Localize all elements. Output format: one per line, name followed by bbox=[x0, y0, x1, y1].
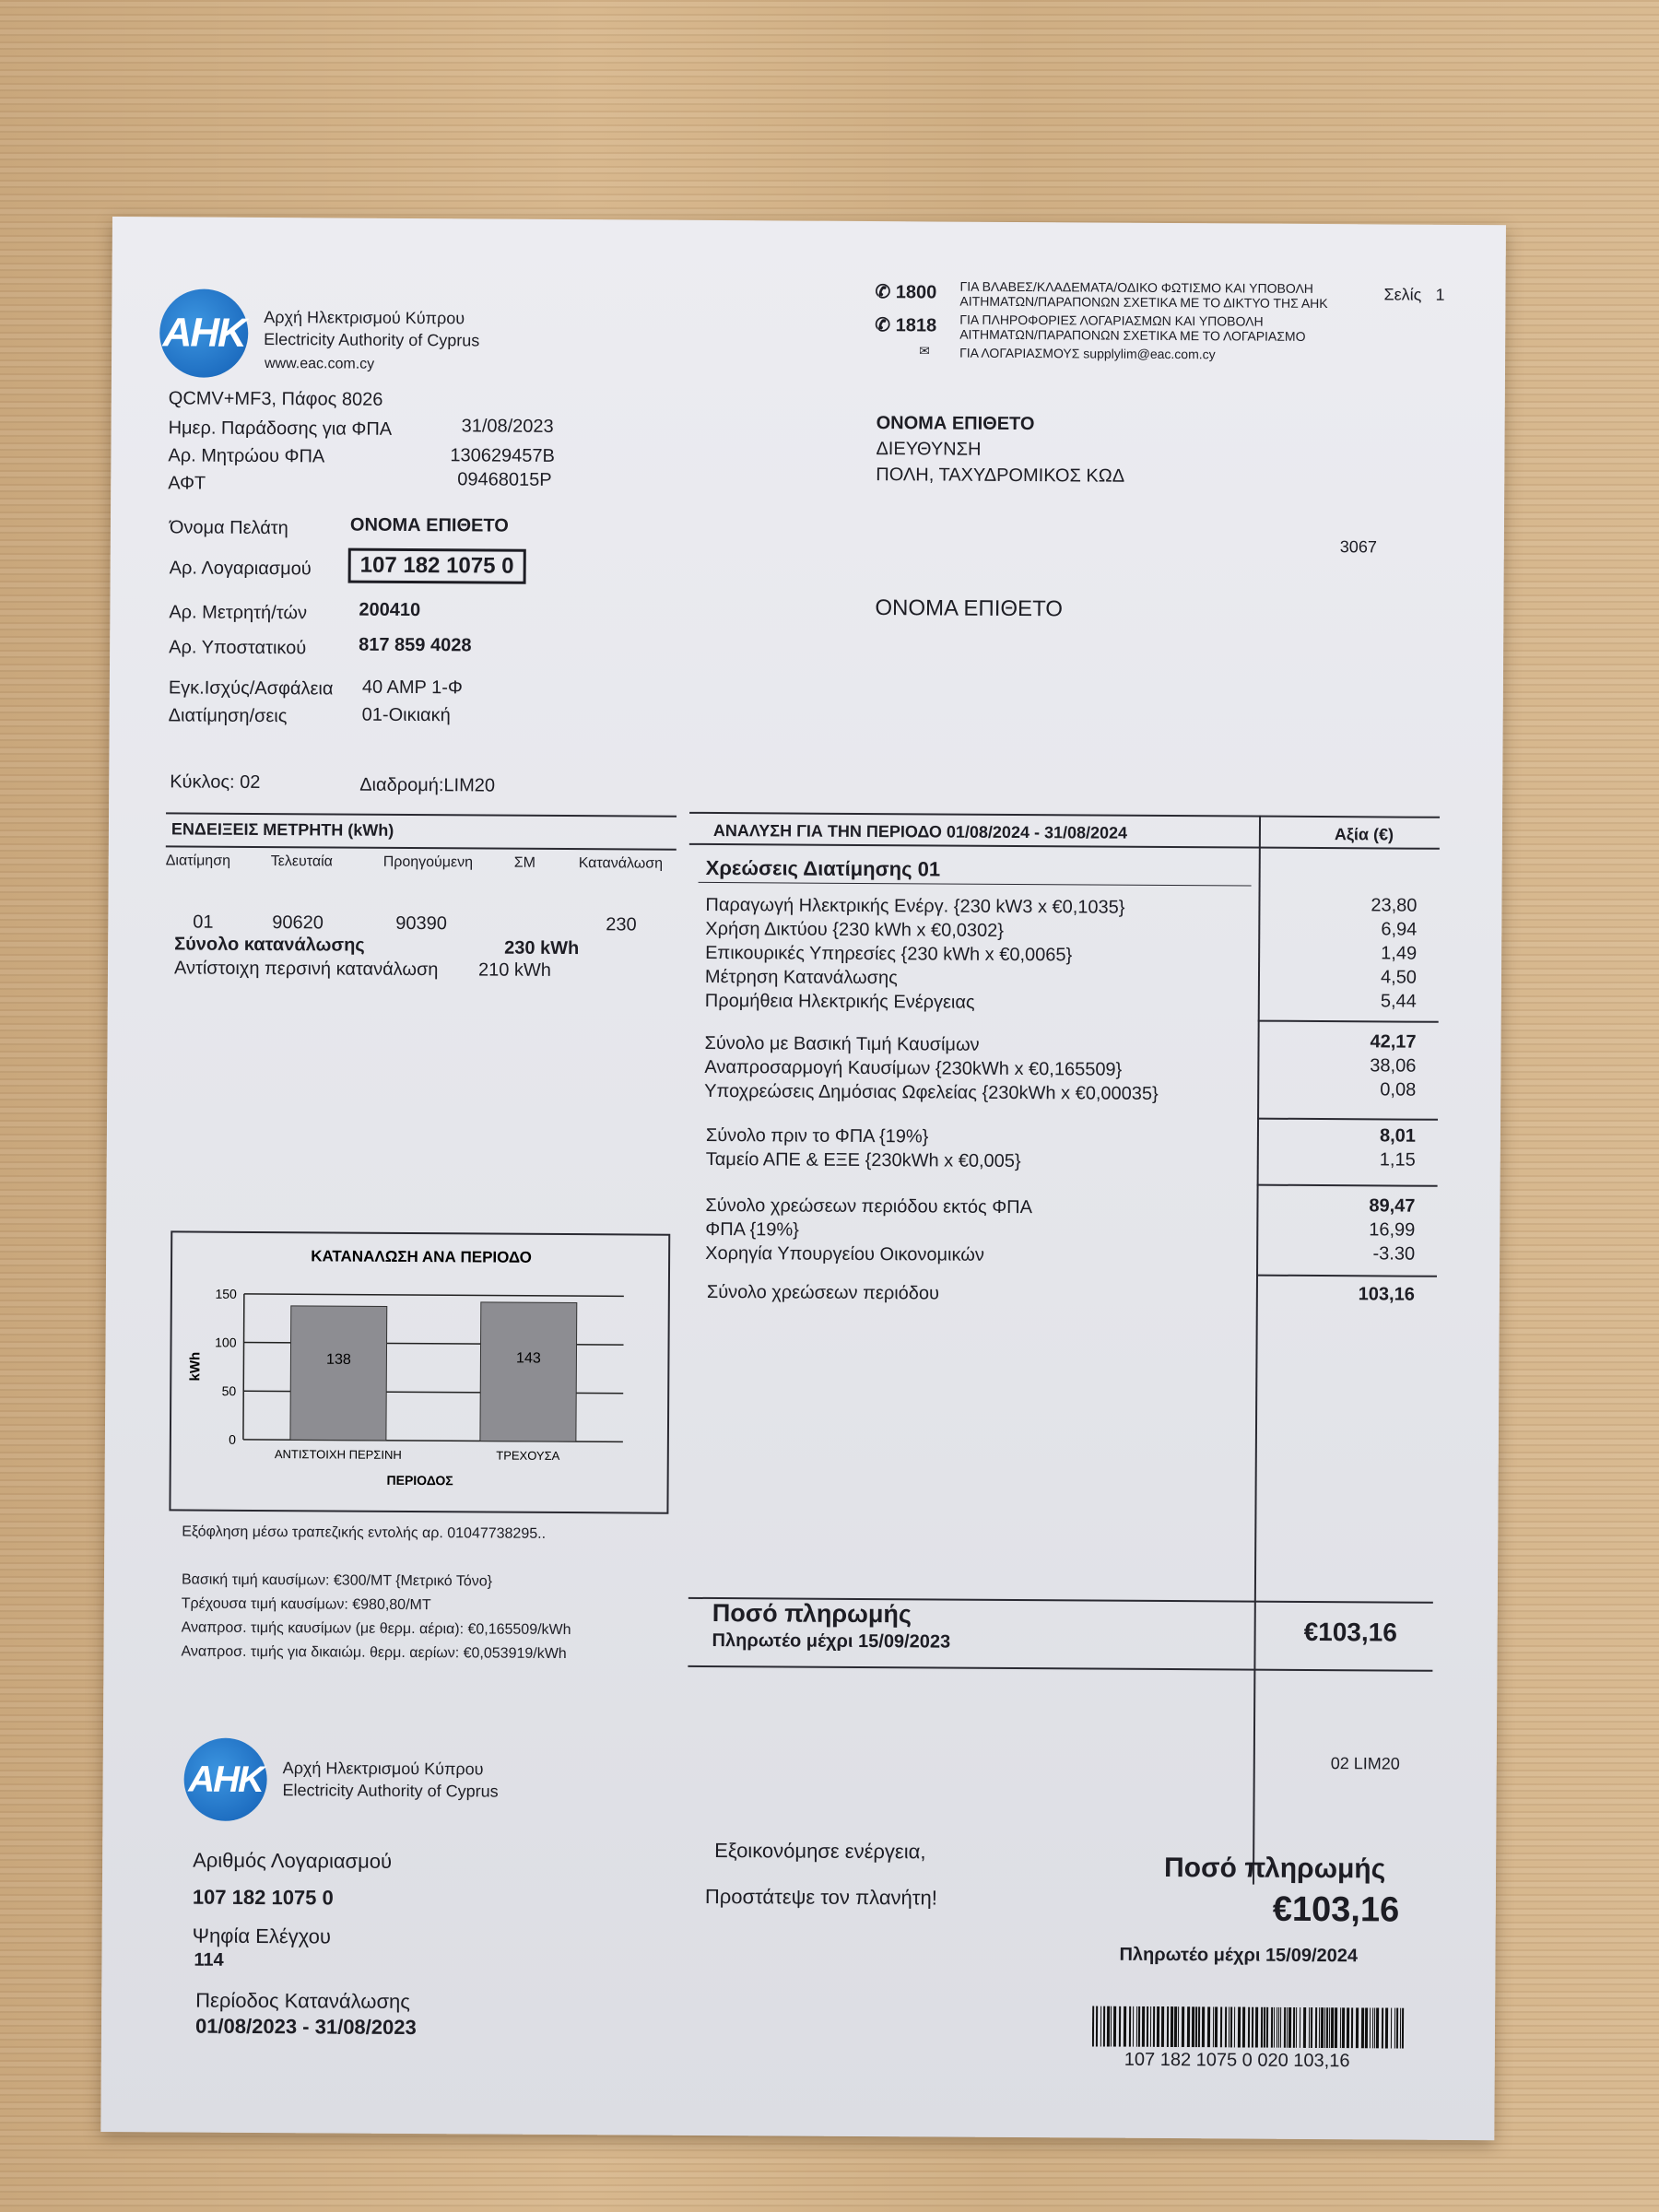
charge-row-value: 42,17 bbox=[1370, 1031, 1417, 1053]
barcode-bar bbox=[1171, 2006, 1173, 2047]
barcode-bar bbox=[1331, 2007, 1334, 2048]
subtotal-line bbox=[1257, 1118, 1438, 1121]
meter-header-tariff: Διατίμηση bbox=[165, 853, 231, 869]
page-label: Σελίς bbox=[1383, 285, 1422, 304]
barcode-bar bbox=[1174, 2006, 1177, 2047]
contact-1818-text-1: ΓΙΑ ΠΛΗΡΟΦΟΡΙΕΣ ΛΟΓΑΡΙΑΣΜΩΝ ΚΑΙ ΥΠΟΒΟΛΗ bbox=[959, 312, 1264, 329]
previous-year-value: 210 kWh bbox=[477, 959, 552, 981]
slip-company-name-en: Electricity Authority of Cyprus bbox=[282, 1781, 499, 1801]
slip-company-name-gr: Αρχή Ηλεκτρισμού Κύπρου bbox=[282, 1759, 484, 1779]
contact-1800-text-2: ΑΙΤΗΜΑΤΩΝ/ΠΑΡΑΠΟΝΩΝ ΣΧΕΤΙΚΑ ΜΕ ΤΟ ΔΙΚΤΥΟ ΤΗΣ ΑΗΚ bbox=[959, 293, 1328, 312]
payment-amount-value: €103,16 bbox=[1303, 1617, 1397, 1647]
logo-text: ΑΗΚ bbox=[162, 310, 246, 356]
charge-row-label: Αναπροσαρμογή Καυσίμων {230kWh x €0,165509} bbox=[704, 1056, 1123, 1080]
barcode-bar bbox=[1198, 2006, 1200, 2047]
barcode-bar bbox=[1124, 2006, 1126, 2047]
slip-due-date: Πληρωτέο μέχρι 15/09/2024 bbox=[1119, 1944, 1359, 1967]
chart-y-axis-label: kWh bbox=[187, 1351, 204, 1382]
chart-x-axis-label: ΠΕΡΙΟΔΟΣ bbox=[386, 1472, 453, 1488]
barcode-bar bbox=[1092, 2006, 1094, 2047]
previous-year-label: Αντίστοιχη περσινή κατανάλωση bbox=[173, 958, 439, 981]
barcode-bar bbox=[1280, 2007, 1281, 2048]
charge-row-label: Χρήση Δικτύου {230 kWh x €0,0302} bbox=[705, 918, 1005, 941]
charge-row-value: 5,44 bbox=[1380, 991, 1417, 1012]
barcode-bar bbox=[1225, 2006, 1227, 2047]
chart-x-tick-label: ΑΝΤΙΣΤΟΙΧΗ ΠΕΡΣΙΝΗ bbox=[274, 1447, 402, 1462]
substation-label: Αρ. Υποστατικού bbox=[169, 637, 307, 659]
tin-label: ΑΦΤ bbox=[168, 473, 206, 494]
customer-name: ΟΝΟΜΑ ΕΠΙΘΕΤΟ bbox=[349, 514, 509, 536]
barcode-bar bbox=[1215, 2006, 1218, 2047]
barcode-bar bbox=[1153, 2006, 1155, 2047]
meter-top-line bbox=[166, 812, 677, 817]
substation-number: 817 859 4028 bbox=[359, 634, 472, 656]
charge-row-label: Υποχρεώσεις Δημόσιας Ωφελείας {230kWh x €0,00035} bbox=[704, 1080, 1159, 1104]
barcode-bar bbox=[1288, 2007, 1291, 2048]
charge-row-label: Παραγωγή Ηλεκτρικής Ενέργ. {230 kW3 x €0,1035} bbox=[705, 894, 1125, 918]
charge-row-label: Ταμείο ΑΠΕ & ΕΞΕ {230kWh x €0,005} bbox=[705, 1148, 1021, 1172]
recipient-code: 3067 bbox=[1339, 537, 1377, 557]
barcode-bar bbox=[1311, 2007, 1312, 2048]
barcode-bar bbox=[1238, 2006, 1241, 2047]
slogan-line-2: Προστάτεψε τον πλανήτη! bbox=[704, 1884, 937, 1910]
charge-row-label: Σύνολο χρεώσεων περιόδου εκτός ΦΠΑ bbox=[705, 1194, 1033, 1218]
charge-row-value: 38,06 bbox=[1370, 1055, 1417, 1077]
payment-bottom-line bbox=[688, 1665, 1432, 1672]
vat-date-value: 31/08/2023 bbox=[461, 416, 554, 437]
barcode-bar bbox=[1150, 2006, 1151, 2047]
analysis-title: ΑΝΑΛΥΣΗ ΓΙΑ ΤΗΝ ΠΕΡΙΟΔΟ 01/08/2024 - 31/08/2024 bbox=[712, 820, 1128, 842]
recipient-city: ΠΟΛΗ, ΤΑΧΥΔΡΟΜΙΚΟΣ ΚΩΔ bbox=[876, 465, 1125, 487]
meter-number: 200410 bbox=[359, 599, 421, 621]
meter-row-tariff: 01 bbox=[193, 912, 214, 933]
route: Διαδρομή:LIM20 bbox=[359, 774, 496, 796]
barcode-bar bbox=[1319, 2007, 1320, 2048]
barcode-bar bbox=[1396, 2008, 1398, 2049]
barcode-bar bbox=[1234, 2006, 1235, 2047]
charge-row-value: 1,15 bbox=[1379, 1149, 1416, 1171]
barcode-bar bbox=[1192, 2006, 1194, 2047]
period-total-label: Σύνολο χρεώσεων περιόδου bbox=[706, 1281, 940, 1304]
envelope-icon: ✉ bbox=[919, 343, 930, 359]
fuel-note-1: Βασική τιμή καυσίμων: €300/ΜΤ {Μετρικό Τόνο} bbox=[181, 1571, 493, 1590]
barcode-bar bbox=[1324, 2007, 1325, 2048]
tariff-label: Διατίμηση/σεις bbox=[168, 705, 288, 727]
consumption-chart-svg bbox=[171, 1232, 668, 1512]
charge-row-value: 16,99 bbox=[1369, 1219, 1416, 1241]
barcode-bar bbox=[1335, 2007, 1337, 2048]
barcode-bar bbox=[1385, 2007, 1388, 2048]
barcode-bar bbox=[1315, 2007, 1317, 2048]
payment-amount-label: Ποσό πληρωμής bbox=[712, 1599, 912, 1629]
barcode-bar bbox=[1230, 2006, 1232, 2047]
barcode-bar bbox=[1111, 2006, 1112, 2047]
bank-order-note: Εξόφληση μέσω τραπεζικής εντολής αρ. 01047738295.. bbox=[182, 1524, 547, 1542]
value-header: Αξία (€) bbox=[1334, 825, 1394, 844]
company-name-en: Electricity Authority of Cyprus bbox=[264, 330, 480, 350]
analysis-top-line bbox=[689, 812, 1440, 818]
company-website: www.eac.com.cy bbox=[264, 356, 375, 372]
barcode-bar bbox=[1400, 2008, 1401, 2049]
chart-bar-value-label: 143 bbox=[516, 1350, 541, 1367]
section-title-underline bbox=[699, 882, 1252, 887]
meter-readings-title: ΕΝΔΕΙΞΕΙΣ ΜΕΤΡΗΤΗ (kWh) bbox=[171, 819, 394, 840]
company-name-gr: Αρχή Ηλεκτρισμού Κύπρου bbox=[264, 308, 465, 328]
company-address: QCMV+MF3, Πάφος 8026 bbox=[168, 388, 383, 410]
barcode-bar bbox=[1394, 2008, 1395, 2049]
barcode-bar bbox=[1391, 2008, 1392, 2049]
section-title: Χρεώσεις Διατίμησης 01 bbox=[705, 855, 941, 881]
barcode-bar bbox=[1138, 2006, 1140, 2047]
chart-bar bbox=[480, 1302, 577, 1441]
account-label: Αρ. Λογαριασμού bbox=[169, 558, 312, 580]
cycle: Κύκλος: 02 bbox=[170, 771, 261, 793]
barcode-bar bbox=[1113, 2006, 1116, 2047]
fuel-note-2: Τρέχουσα τιμή καυσίμων: €980,80/ΜΤ bbox=[181, 1595, 431, 1614]
recipient-name: ΟΝΟΜΑ ΕΠΙΘΕΤΟ bbox=[876, 413, 1035, 435]
barcode-bar bbox=[1264, 2007, 1265, 2048]
charge-row-label: Σύνολο πριν το ΦΠΑ {19%} bbox=[705, 1124, 929, 1147]
power-value: 40 ΑΜΡ 1-Φ bbox=[361, 677, 463, 699]
chart-y-axis bbox=[243, 1294, 244, 1440]
slip-route-code: 02 LIM20 bbox=[1330, 1754, 1400, 1773]
total-consumption-label: Σύνολο κατανάλωσης bbox=[174, 934, 365, 956]
meter-header-consumption: Κατανάλωση bbox=[578, 855, 664, 872]
barcode-bar bbox=[1252, 2007, 1253, 2048]
barcode-bar bbox=[1261, 2007, 1263, 2048]
barcode-bar bbox=[1161, 2006, 1164, 2047]
charge-row-label: Σύνολο με Βασική Τιμή Καυσίμων bbox=[704, 1032, 980, 1055]
barcode-bar bbox=[1229, 2006, 1230, 2047]
power-label: Εγκ.Ισχύς/Ασφάλεια bbox=[168, 677, 334, 700]
subtotal-line bbox=[1257, 1184, 1438, 1187]
chart-y-tick-label: 50 bbox=[221, 1383, 237, 1399]
barcode-bar bbox=[1287, 2007, 1288, 2048]
barcode-bar bbox=[1202, 2006, 1205, 2047]
barcode-bar bbox=[1278, 2007, 1279, 2048]
barcode-number: 107 182 1075 0 020 103,16 bbox=[1124, 2049, 1350, 2072]
slip-payment-amount: €103,16 bbox=[1272, 1889, 1400, 1930]
barcode-bar bbox=[1347, 2007, 1349, 2048]
barcode-bar bbox=[1182, 2006, 1184, 2047]
barcode-bar bbox=[1142, 2006, 1145, 2047]
barcode-bar bbox=[1119, 2006, 1121, 2047]
barcode-bar bbox=[1361, 2007, 1364, 2048]
barcode-bar bbox=[1402, 2008, 1404, 2049]
charge-row-label: ΦΠΑ {19%} bbox=[705, 1218, 799, 1241]
meter-header-last: Τελευταία bbox=[270, 853, 333, 870]
charge-row-value: 89,47 bbox=[1369, 1195, 1416, 1217]
slip-account-label: Αριθμός Λογαριασμού bbox=[193, 1848, 393, 1873]
meter-label: Αρ. Μετρητή/τών bbox=[169, 602, 308, 624]
slip-period-label: Περίοδος Κατανάλωσης bbox=[195, 1988, 410, 2014]
barcode-bar bbox=[1213, 2006, 1214, 2047]
barcode-bar bbox=[1284, 2007, 1286, 2048]
slip-payment-label: Ποσό πληρωμής bbox=[1163, 1853, 1386, 1885]
phone-1800: ✆ 1800 bbox=[875, 282, 937, 303]
barcode-bar bbox=[1321, 2007, 1324, 2048]
charge-row-value: 1,49 bbox=[1381, 943, 1418, 964]
slogan-line-1: Εξοικονόμησε ενέργεια, bbox=[714, 1839, 926, 1864]
charge-row-label: Επικουρικές Υπηρεσίες {230 kWh x €0,0065} bbox=[705, 942, 1073, 966]
total-line bbox=[1256, 1275, 1437, 1277]
customer-name-label: Όνομα Πελάτη bbox=[169, 517, 288, 539]
barcode-bar bbox=[1157, 2006, 1159, 2047]
barcode-bar bbox=[1293, 2007, 1295, 2048]
barcode-bar bbox=[1296, 2007, 1297, 2048]
chart-x-tick-label: ΤΡΕΧΟΥΣΑ bbox=[496, 1448, 560, 1463]
charge-row-value: 23,80 bbox=[1371, 895, 1418, 916]
charge-row-value: 6,94 bbox=[1381, 919, 1418, 940]
meter-row-last: 90620 bbox=[272, 912, 324, 934]
meter-header-sm: ΣΜ bbox=[513, 854, 535, 871]
barcode-bar bbox=[1100, 2006, 1101, 2047]
slip-period: 01/08/2023 - 31/08/2023 bbox=[194, 2014, 417, 2040]
eac-logo-slip bbox=[183, 1738, 267, 1822]
fuel-note-4: Αναπροσ. τιμής για δικαιώμ. θερμ. αερίων: €0,053919/kWh bbox=[181, 1643, 567, 1663]
barcode-bar bbox=[1356, 2007, 1359, 2048]
meter-row-previous: 90390 bbox=[395, 912, 448, 935]
contact-1818-text-2: ΑΙΤΗΜΑΤΩΝ/ΠΑΡΑΠΟΝΩΝ ΣΧΕΤΙΚΑ ΜΕ ΤΟ ΛΟΓΑΡΙΑΣΜΟ bbox=[959, 326, 1306, 344]
chart-y-tick-label: 150 bbox=[215, 1286, 237, 1301]
account-number-box: 107 182 1075 0 bbox=[348, 548, 526, 584]
slip-check-label: Ψηφία Ελέγχου bbox=[192, 1924, 331, 1948]
meter-header-previous: Προηγούμενη bbox=[382, 853, 474, 871]
barcode-bar bbox=[1274, 2007, 1275, 2048]
barcode-bar bbox=[1255, 2007, 1258, 2048]
barcode-bar bbox=[1133, 2006, 1134, 2047]
charge-row-label: Προμήθεια Ηλεκτρικής Ενέργειας bbox=[704, 990, 975, 1013]
analysis-header-line bbox=[689, 843, 1440, 850]
consumption-chart bbox=[169, 1230, 670, 1513]
logo-text: ΑΗΚ bbox=[188, 1759, 264, 1800]
vat-reg-label: Αρ. Μητρώου ΦΠΑ bbox=[168, 445, 325, 467]
page-number: 1 bbox=[1435, 285, 1445, 304]
bill-paper bbox=[100, 217, 1506, 2140]
payment-due-date: Πληρωτέο μέχρι 15/09/2023 bbox=[712, 1630, 951, 1653]
chart-bar-value-label: 138 bbox=[326, 1351, 351, 1368]
barcode-bar bbox=[1365, 2007, 1368, 2048]
fuel-note-3: Αναπροσ. τιμής καυσίμων (με θερμ. αέρια): €0,165509/kWh bbox=[181, 1619, 571, 1639]
vat-date-label: Ημερ. Παράδοσης για ΦΠΑ bbox=[168, 418, 393, 440]
barcode-bar bbox=[1372, 2007, 1373, 2048]
total-consumption-value: 230 kWh bbox=[504, 937, 580, 959]
charge-row-label: Μέτρηση Κατανάλωσης bbox=[704, 966, 898, 989]
slip-check-digits: 114 bbox=[194, 1949, 224, 1971]
chart-y-tick-label: 100 bbox=[215, 1335, 237, 1350]
barcode-bar bbox=[1129, 2006, 1131, 2047]
period-total-value: 103,16 bbox=[1358, 1284, 1415, 1305]
barcode-bar bbox=[1096, 2006, 1098, 2047]
recipient-address: ΔΙΕΥΘΥΝΣΗ bbox=[876, 439, 982, 460]
chart-gridline bbox=[244, 1294, 624, 1297]
barcode-bar bbox=[1271, 2007, 1273, 2048]
recipient-name-window: ΟΝΟΜΑ ΕΠΙΘΕΤΟ bbox=[875, 595, 1064, 622]
tariff-value: 01-Οικιακή bbox=[361, 704, 451, 726]
meter-sub-line bbox=[166, 845, 677, 850]
barcode-bar bbox=[1376, 2007, 1379, 2048]
contact-1800-text-1: ΓΙΑ ΒΛΑΒΕΣ/ΚΛΑΔΕΜΑΤΑ/ΟΔΙΚΟ ΦΩΤΙΣΜΟ ΚΑΙ ΥΠΟΒΟΛΗ bbox=[959, 278, 1314, 296]
barcode-bar bbox=[1340, 2007, 1341, 2048]
chart-y-tick-label: 0 bbox=[229, 1431, 236, 1447]
chart-title: ΚΑΤΑΝΑΛΩΣΗ ΑΝΑ ΠΕΡΙΟΔΟ bbox=[311, 1247, 532, 1266]
barcode-bar bbox=[1242, 2007, 1245, 2048]
charge-row-label: Χορηγία Υπουργείου Οικονομικών bbox=[705, 1242, 984, 1265]
analysis-column-divider bbox=[1253, 816, 1261, 1885]
barcode-bar bbox=[1187, 2006, 1190, 2047]
barcode-bar bbox=[1309, 2007, 1310, 2048]
barcode-bar bbox=[1248, 2007, 1250, 2048]
barcode-bar bbox=[1370, 2007, 1371, 2048]
barcode-bar bbox=[1374, 2007, 1375, 2048]
tin-value: 09468015P bbox=[457, 469, 552, 490]
meter-row-consumption: 230 bbox=[606, 914, 637, 935]
barcode-bar bbox=[1207, 2006, 1210, 2047]
subtotal-line bbox=[1258, 1020, 1439, 1023]
charge-row-value: 0,08 bbox=[1380, 1079, 1417, 1100]
barcode-bar bbox=[1303, 2007, 1306, 2048]
contact-email: ΓΙΑ ΛΟΓΑΡΙΑΣΜΟΥΣ supplylim@eac.com.cy bbox=[959, 345, 1216, 362]
charge-row-value: 4,50 bbox=[1380, 967, 1418, 988]
barcode-bar bbox=[1178, 2006, 1179, 2047]
charge-row-value: -3.30 bbox=[1372, 1243, 1416, 1265]
vat-reg-value: 130629457B bbox=[450, 445, 555, 466]
phone-1818: ✆ 1818 bbox=[875, 315, 937, 336]
chart-bar bbox=[290, 1306, 387, 1441]
charge-row-value: 8,01 bbox=[1379, 1125, 1416, 1147]
barcode-bar bbox=[1167, 2006, 1169, 2047]
barcode-bar bbox=[1266, 2007, 1268, 2048]
slip-account-number: 107 182 1075 0 bbox=[192, 1885, 334, 1910]
barcode-bar bbox=[1136, 2006, 1137, 2047]
barcode-bar bbox=[1351, 2007, 1353, 2048]
barcode-bar bbox=[1342, 2007, 1345, 2048]
payment-barcode bbox=[1092, 2006, 1410, 2049]
barcode-bar bbox=[1329, 2007, 1330, 2048]
barcode-bar bbox=[1107, 2006, 1110, 2047]
barcode-bar bbox=[1326, 2007, 1328, 2048]
barcode-bar bbox=[1147, 2006, 1148, 2047]
barcode-bar bbox=[1195, 2006, 1197, 2047]
barcode-bar bbox=[1103, 2006, 1105, 2047]
barcode-bar bbox=[1220, 2006, 1222, 2047]
barcode-bar bbox=[1382, 2007, 1383, 2048]
eac-logo bbox=[159, 288, 249, 378]
